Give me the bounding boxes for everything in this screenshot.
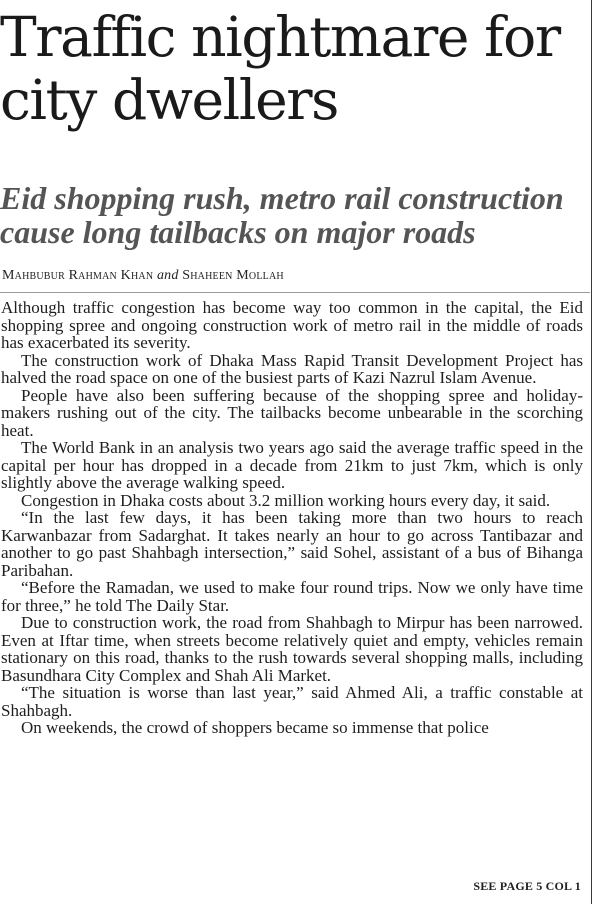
paragraph: “Before the Ramadan, we used to make four round trips. Now we only have time for three,” he told The Daily Star.: [1, 578, 583, 615]
byline-divider: [0, 292, 590, 293]
paragraph: The construction work of Dhaka Mass Rapid Transit Development Project has halved the road space on one of the busiest parts of Kazi Nazrul Islam Avenue.: [1, 350, 583, 387]
byline: [2, 268, 587, 284]
author-name: Shaheen Mollah: [182, 268, 284, 283]
paragraph: Although traffic congestion has become way too common in the capital, the Eid shopping spree and ongoing construction work of metro rail in the middle of roads has exacerbated its severity.: [1, 298, 583, 352]
paragraph: Due to construction work, the road from Shahbagh to Mirpur has been narrowed. Even at Iftar time, when streets become relatively quiet and empty, vehicles remain stationary on this road, thanks to the rush towards several shopping malls, including Basundhara City Complex and Shah Ali Market.: [1, 613, 583, 685]
subheadline: Eid shopping rush, metro rail construction cause long tailbacks on major roads: [0, 180, 564, 250]
continuation-jump-line: SEE PAGE 5 COL 1: [473, 879, 581, 893]
author-name: Mahbubur Rahman Khan: [2, 268, 154, 283]
paragraph: “In the last few days, it has been taking more than two hours to reach Karwanbazar from Sadarghat. It takes nearly an hour to go across Tantibazar and another to go past Shahbagh intersection,” said Sohel, assistant of a bus of Bihanga Paribahan.: [1, 508, 583, 580]
column-rule: [591, 0, 592, 904]
paragraph: Congestion in Dhaka costs about 3.2 million working hours every day, it said.: [21, 490, 551, 510]
paragraph: People have also been suffering because of the shopping spree and holiday-makers rushing out of the city. The tailbacks become unbearable in the scorching heat.: [1, 385, 583, 440]
paragraph: On weekends, the crowd of shoppers became so immense that police: [21, 718, 489, 737]
paragraph: “The situation is worse than last year,” said Ahmed Ali, a traffic constable at Shahbagh.: [1, 683, 583, 720]
headline: Traffic nightmare for city dwellers: [0, 5, 560, 132]
byline-conjunction: and: [156, 268, 179, 283]
paragraph: The World Bank in an analysis two years ago said the average traffic speed in the capital per hour has dropped in a decade from 21km to just 7km, which is only slightly above the average walking speed.: [1, 438, 583, 492]
article-body: [1, 299, 583, 737]
